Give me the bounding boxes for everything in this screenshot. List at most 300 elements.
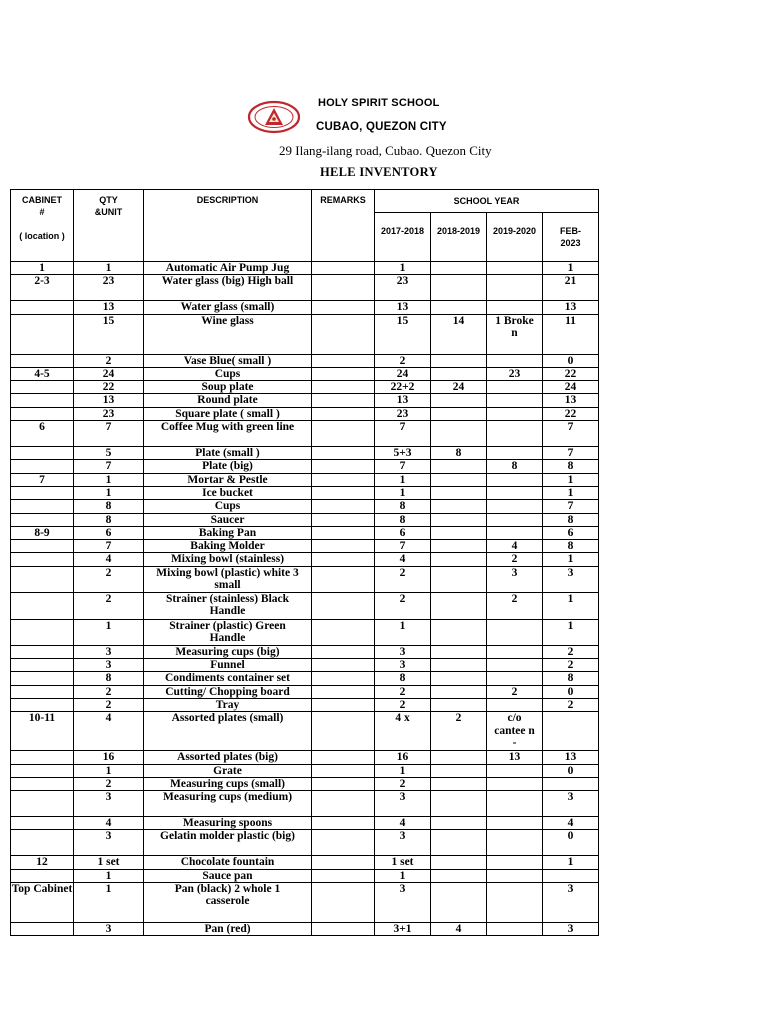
header-year-2017: 2017-2018 xyxy=(375,213,431,262)
qty-cell: 6 xyxy=(74,526,144,539)
cabinet-cell: 10-11 xyxy=(11,712,74,751)
year-2018-cell xyxy=(431,698,487,711)
qty-cell: 8 xyxy=(74,672,144,685)
year-2017-cell: 3 xyxy=(375,659,431,672)
year-2019-cell xyxy=(487,407,543,420)
qty-cell: 1 xyxy=(74,473,144,486)
year-2019-cell: 23 xyxy=(487,367,543,380)
cabinet-cell xyxy=(11,540,74,553)
cabinet-cell: 7 xyxy=(11,473,74,486)
cabinet-cell xyxy=(11,659,74,672)
remarks-cell xyxy=(312,275,375,301)
description-cell: Condiments container set xyxy=(144,672,312,685)
year-2019-cell xyxy=(487,672,543,685)
cabinet-cell xyxy=(11,672,74,685)
remarks-cell xyxy=(312,394,375,407)
year-2018-cell xyxy=(431,513,487,526)
year-2017-cell: 3 xyxy=(375,830,431,856)
year-2018-cell xyxy=(431,566,487,592)
year-2019-cell: 1 Broke n xyxy=(487,314,543,354)
qty-cell: 2 xyxy=(74,698,144,711)
remarks-cell xyxy=(312,381,375,394)
qty-cell: 22 xyxy=(74,381,144,394)
year-2019-cell xyxy=(487,275,543,301)
year-2018-cell xyxy=(431,407,487,420)
description-cell: Grate xyxy=(144,764,312,777)
year-2017-cell: 1 xyxy=(375,619,431,645)
inventory-rows xyxy=(11,262,599,936)
qty-cell: 1 xyxy=(74,486,144,499)
remarks-cell xyxy=(312,751,375,764)
year-feb-2023-cell: 13 xyxy=(543,394,599,407)
description-cell: Sauce pan xyxy=(144,869,312,882)
year-2017-cell: 1 set xyxy=(375,856,431,869)
year-2018-cell xyxy=(431,473,487,486)
year-2019-cell xyxy=(487,791,543,817)
description-cell: Measuring cups (small) xyxy=(144,777,312,790)
description-cell: Measuring spoons xyxy=(144,817,312,830)
remarks-cell xyxy=(312,592,375,619)
remarks-cell xyxy=(312,473,375,486)
table-row xyxy=(11,275,599,301)
year-2017-cell: 5+3 xyxy=(375,447,431,460)
school-city: CUBAO, QUEZON CITY xyxy=(316,121,447,133)
description-cell: Chocolate fountain xyxy=(144,856,312,869)
qty-cell: 8 xyxy=(74,513,144,526)
table-row xyxy=(11,540,599,553)
table-row xyxy=(11,830,599,856)
qty-cell: 3 xyxy=(74,659,144,672)
remarks-cell xyxy=(312,262,375,275)
year-2017-cell: 7 xyxy=(375,540,431,553)
year-2018-cell xyxy=(431,685,487,698)
cabinet-cell xyxy=(11,447,74,460)
header-cabinet-label: CABINET # xyxy=(22,195,62,217)
qty-cell: 23 xyxy=(74,275,144,301)
cabinet-cell: Top Cabinet xyxy=(11,883,74,923)
year-2019-cell: 8 xyxy=(487,460,543,473)
cabinet-cell xyxy=(11,869,74,882)
description-cell: Assorted plates (big) xyxy=(144,751,312,764)
remarks-cell xyxy=(312,698,375,711)
qty-cell: 16 xyxy=(74,751,144,764)
year-2019-cell: 3 xyxy=(487,566,543,592)
year-feb-2023-cell: 8 xyxy=(543,513,599,526)
qty-cell: 1 xyxy=(74,262,144,275)
table-row xyxy=(11,712,599,751)
remarks-cell xyxy=(312,883,375,923)
description-cell: Pan (black) 2 whole 1 casserole xyxy=(144,883,312,923)
year-2019-cell xyxy=(487,473,543,486)
cabinet-cell xyxy=(11,923,74,936)
year-2019-cell xyxy=(487,645,543,658)
cabinet-cell xyxy=(11,314,74,354)
school-name: HOLY SPIRIT SCHOOL xyxy=(318,97,440,109)
year-2017-cell: 4 xyxy=(375,553,431,566)
description-cell: Baking Molder xyxy=(144,540,312,553)
cabinet-cell xyxy=(11,698,74,711)
table-row xyxy=(11,301,599,314)
year-2018-cell xyxy=(431,592,487,619)
year-2018-cell xyxy=(431,394,487,407)
cabinet-cell xyxy=(11,566,74,592)
header-school-year: SCHOOL YEAR xyxy=(375,190,599,213)
qty-cell: 15 xyxy=(74,314,144,354)
qty-cell: 1 xyxy=(74,869,144,882)
year-2017-cell: 24 xyxy=(375,367,431,380)
qty-cell: 7 xyxy=(74,540,144,553)
year-2019-cell: 2 xyxy=(487,685,543,698)
header-year-2018: 2018-2019 xyxy=(431,213,487,262)
qty-cell: 13 xyxy=(74,301,144,314)
remarks-cell xyxy=(312,526,375,539)
year-feb-2023-cell: 22 xyxy=(543,367,599,380)
remarks-cell xyxy=(312,354,375,367)
header-location-label: ( location ) xyxy=(19,231,65,241)
year-feb-2023-cell: 1 xyxy=(543,262,599,275)
description-cell: Strainer (plastic) Green Handle xyxy=(144,619,312,645)
cabinet-cell: 8-9 xyxy=(11,526,74,539)
qty-cell: 1 xyxy=(74,883,144,923)
qty-cell: 2 xyxy=(74,592,144,619)
year-2019-cell: 4 xyxy=(487,540,543,553)
year-2018-cell xyxy=(431,275,487,301)
table-row xyxy=(11,262,599,275)
year-feb-2023-cell: 21 xyxy=(543,275,599,301)
year-2017-cell: 1 xyxy=(375,473,431,486)
year-2019-cell xyxy=(487,486,543,499)
year-2018-cell: 24 xyxy=(431,381,487,394)
year-2017-cell: 8 xyxy=(375,500,431,513)
remarks-cell xyxy=(312,856,375,869)
year-2018-cell xyxy=(431,301,487,314)
year-2018-cell xyxy=(431,777,487,790)
table-row xyxy=(11,923,599,936)
year-2019-cell xyxy=(487,526,543,539)
description-cell: Funnel xyxy=(144,659,312,672)
remarks-cell xyxy=(312,367,375,380)
year-feb-2023-cell: 1 xyxy=(543,486,599,499)
year-2019-cell: 2 xyxy=(487,592,543,619)
year-2017-cell: 3 xyxy=(375,791,431,817)
cabinet-cell xyxy=(11,486,74,499)
year-2018-cell xyxy=(431,869,487,882)
year-2018-cell xyxy=(431,764,487,777)
year-feb-2023-cell: 8 xyxy=(543,672,599,685)
year-2017-cell: 13 xyxy=(375,301,431,314)
table-row xyxy=(11,672,599,685)
year-2019-cell xyxy=(487,394,543,407)
table-row xyxy=(11,394,599,407)
table-row xyxy=(11,698,599,711)
year-feb-2023-cell: 3 xyxy=(543,791,599,817)
year-feb-2023-cell: 3 xyxy=(543,566,599,592)
year-2018-cell xyxy=(431,553,487,566)
year-2017-cell: 8 xyxy=(375,513,431,526)
description-cell: Vase Blue( small ) xyxy=(144,354,312,367)
remarks-cell xyxy=(312,764,375,777)
year-2018-cell xyxy=(431,354,487,367)
table-row xyxy=(11,764,599,777)
cabinet-cell xyxy=(11,513,74,526)
year-2017-cell: 2 xyxy=(375,566,431,592)
description-cell: Soup plate xyxy=(144,381,312,394)
document-title: HELE INVENTORY xyxy=(320,165,438,179)
year-2019-cell xyxy=(487,513,543,526)
year-2019-cell xyxy=(487,698,543,711)
year-2017-cell: 7 xyxy=(375,421,431,447)
year-2018-cell xyxy=(431,659,487,672)
cabinet-cell: 12 xyxy=(11,856,74,869)
qty-cell: 2 xyxy=(74,777,144,790)
table-row xyxy=(11,513,599,526)
description-cell: Measuring cups (medium) xyxy=(144,791,312,817)
year-2018-cell xyxy=(431,830,487,856)
table-row xyxy=(11,856,599,869)
year-2017-cell: 23 xyxy=(375,407,431,420)
qty-cell: 4 xyxy=(74,817,144,830)
year-2018-cell xyxy=(431,791,487,817)
year-feb-2023-cell: 1 xyxy=(543,856,599,869)
qty-cell: 3 xyxy=(74,791,144,817)
cabinet-cell: 6 xyxy=(11,421,74,447)
description-cell: Square plate ( small ) xyxy=(144,407,312,420)
year-2017-cell: 2 xyxy=(375,592,431,619)
header-year-2019: 2019-2020 xyxy=(487,213,543,262)
year-2019-cell xyxy=(487,354,543,367)
table-row xyxy=(11,817,599,830)
description-cell: Strainer (stainless) Black Handle xyxy=(144,592,312,619)
cabinet-cell xyxy=(11,645,74,658)
table-row xyxy=(11,314,599,354)
header-cabinet xyxy=(11,190,74,262)
year-feb-2023-cell: 1 xyxy=(543,473,599,486)
qty-cell: 2 xyxy=(74,685,144,698)
cabinet-cell xyxy=(11,301,74,314)
table-row xyxy=(11,645,599,658)
year-2017-cell: 1 xyxy=(375,486,431,499)
year-feb-2023-cell: 7 xyxy=(543,447,599,460)
remarks-cell xyxy=(312,486,375,499)
table-row xyxy=(11,381,599,394)
year-feb-2023-cell: 1 xyxy=(543,553,599,566)
description-cell: Saucer xyxy=(144,513,312,526)
cabinet-cell xyxy=(11,791,74,817)
table-row xyxy=(11,421,599,447)
year-2018-cell xyxy=(431,500,487,513)
qty-cell: 13 xyxy=(74,394,144,407)
year-2017-cell: 3 xyxy=(375,883,431,923)
table-row xyxy=(11,486,599,499)
year-2017-cell: 23 xyxy=(375,275,431,301)
cabinet-cell xyxy=(11,751,74,764)
description-cell: Ice bucket xyxy=(144,486,312,499)
description-cell: Automatic Air Pump Jug xyxy=(144,262,312,275)
year-2018-cell xyxy=(431,262,487,275)
qty-cell: 3 xyxy=(74,645,144,658)
cabinet-cell xyxy=(11,407,74,420)
year-2019-cell xyxy=(487,869,543,882)
year-2019-cell xyxy=(487,777,543,790)
qty-cell: 2 xyxy=(74,566,144,592)
year-2017-cell: 4 xyxy=(375,817,431,830)
description-cell: Plate (small ) xyxy=(144,447,312,460)
year-2019-cell xyxy=(487,301,543,314)
year-2019-cell: 2 xyxy=(487,553,543,566)
document-header xyxy=(0,0,768,190)
year-feb-2023-cell xyxy=(543,777,599,790)
inventory-table xyxy=(10,189,599,936)
qty-cell: 5 xyxy=(74,447,144,460)
qty-cell: 4 xyxy=(74,553,144,566)
year-2018-cell xyxy=(431,540,487,553)
remarks-cell xyxy=(312,447,375,460)
year-feb-2023-cell: 3 xyxy=(543,923,599,936)
remarks-cell xyxy=(312,301,375,314)
year-feb-2023-cell: 22 xyxy=(543,407,599,420)
year-feb-2023-cell: 7 xyxy=(543,421,599,447)
year-feb-2023-cell: 2 xyxy=(543,698,599,711)
description-cell: Coffee Mug with green line xyxy=(144,421,312,447)
year-2017-cell: 13 xyxy=(375,394,431,407)
qty-cell: 3 xyxy=(74,830,144,856)
description-cell: Mixing bowl (stainless) xyxy=(144,553,312,566)
table-row xyxy=(11,592,599,619)
year-feb-2023-cell: 8 xyxy=(543,540,599,553)
qty-cell: 3 xyxy=(74,923,144,936)
description-cell: Water glass (small) xyxy=(144,301,312,314)
year-2017-cell: 2 xyxy=(375,685,431,698)
year-feb-2023-cell: 13 xyxy=(543,751,599,764)
table-row xyxy=(11,883,599,923)
table-row xyxy=(11,553,599,566)
cabinet-cell: 1 xyxy=(11,262,74,275)
cabinet-cell: 4-5 xyxy=(11,367,74,380)
header-year-feb-2023: FEB-2023 xyxy=(543,213,599,262)
description-cell: Mortar & Pestle xyxy=(144,473,312,486)
cabinet-cell xyxy=(11,685,74,698)
year-feb-2023-cell xyxy=(543,712,599,751)
remarks-cell xyxy=(312,777,375,790)
year-2017-cell: 1 xyxy=(375,764,431,777)
year-2018-cell xyxy=(431,672,487,685)
table-row xyxy=(11,354,599,367)
year-2017-cell: 8 xyxy=(375,672,431,685)
year-2018-cell xyxy=(431,856,487,869)
year-2017-cell: 2 xyxy=(375,354,431,367)
year-feb-2023-cell: 0 xyxy=(543,685,599,698)
qty-cell: 4 xyxy=(74,712,144,751)
year-2018-cell xyxy=(431,751,487,764)
remarks-cell xyxy=(312,619,375,645)
remarks-cell xyxy=(312,421,375,447)
year-feb-2023-cell: 0 xyxy=(543,764,599,777)
year-2018-cell xyxy=(431,526,487,539)
qty-cell: 1 xyxy=(74,764,144,777)
table-row xyxy=(11,407,599,420)
cabinet-cell xyxy=(11,592,74,619)
year-2018-cell xyxy=(431,486,487,499)
table-row xyxy=(11,500,599,513)
cabinet-cell xyxy=(11,500,74,513)
description-cell: Round plate xyxy=(144,394,312,407)
header-description: DESCRIPTION xyxy=(144,190,312,262)
cabinet-cell xyxy=(11,830,74,856)
year-feb-2023-cell: 24 xyxy=(543,381,599,394)
cabinet-cell xyxy=(11,394,74,407)
table-row xyxy=(11,751,599,764)
school-logo-icon xyxy=(247,100,301,134)
table-row xyxy=(11,685,599,698)
year-2017-cell: 1 xyxy=(375,262,431,275)
year-2018-cell: 2 xyxy=(431,712,487,751)
qty-cell: 1 set xyxy=(74,856,144,869)
table-row xyxy=(11,566,599,592)
year-2019-cell xyxy=(487,262,543,275)
year-2019-cell xyxy=(487,830,543,856)
year-2017-cell: 3+1 xyxy=(375,923,431,936)
table-row xyxy=(11,777,599,790)
year-2018-cell xyxy=(431,421,487,447)
year-2019-cell xyxy=(487,883,543,923)
remarks-cell xyxy=(312,791,375,817)
qty-cell: 2 xyxy=(74,354,144,367)
description-cell: Gelatin molder plastic (big) xyxy=(144,830,312,856)
table-row xyxy=(11,473,599,486)
year-feb-2023-cell: 1 xyxy=(543,619,599,645)
remarks-cell xyxy=(312,869,375,882)
year-2017-cell: 6 xyxy=(375,526,431,539)
year-2019-cell xyxy=(487,817,543,830)
remarks-cell xyxy=(312,540,375,553)
year-2019-cell xyxy=(487,856,543,869)
remarks-cell xyxy=(312,566,375,592)
year-2019-cell: c/o cantee n - xyxy=(487,712,543,751)
description-cell: Baking Pan xyxy=(144,526,312,539)
description-cell: Assorted plates (small) xyxy=(144,712,312,751)
year-2017-cell: 1 xyxy=(375,869,431,882)
year-2019-cell xyxy=(487,619,543,645)
year-2019-cell: 13 xyxy=(487,751,543,764)
table-row xyxy=(11,526,599,539)
year-2018-cell xyxy=(431,817,487,830)
year-2017-cell: 2 xyxy=(375,777,431,790)
year-2019-cell xyxy=(487,421,543,447)
year-2019-cell xyxy=(487,923,543,936)
description-cell: Measuring cups (big) xyxy=(144,645,312,658)
year-2017-cell: 7 xyxy=(375,460,431,473)
year-feb-2023-cell: 1 xyxy=(543,592,599,619)
remarks-cell xyxy=(312,513,375,526)
cabinet-cell: 2-3 xyxy=(11,275,74,301)
cabinet-cell xyxy=(11,553,74,566)
description-cell: Mixing bowl (plastic) white 3 small xyxy=(144,566,312,592)
remarks-cell xyxy=(312,659,375,672)
remarks-cell xyxy=(312,830,375,856)
year-2019-cell xyxy=(487,381,543,394)
remarks-cell xyxy=(312,685,375,698)
year-2018-cell: 4 xyxy=(431,923,487,936)
year-2019-cell xyxy=(487,447,543,460)
qty-cell: 1 xyxy=(74,619,144,645)
qty-cell: 23 xyxy=(74,407,144,420)
year-feb-2023-cell: 8 xyxy=(543,460,599,473)
remarks-cell xyxy=(312,817,375,830)
cabinet-cell xyxy=(11,777,74,790)
remarks-cell xyxy=(312,314,375,354)
year-2017-cell: 4 x xyxy=(375,712,431,751)
cabinet-cell xyxy=(11,764,74,777)
